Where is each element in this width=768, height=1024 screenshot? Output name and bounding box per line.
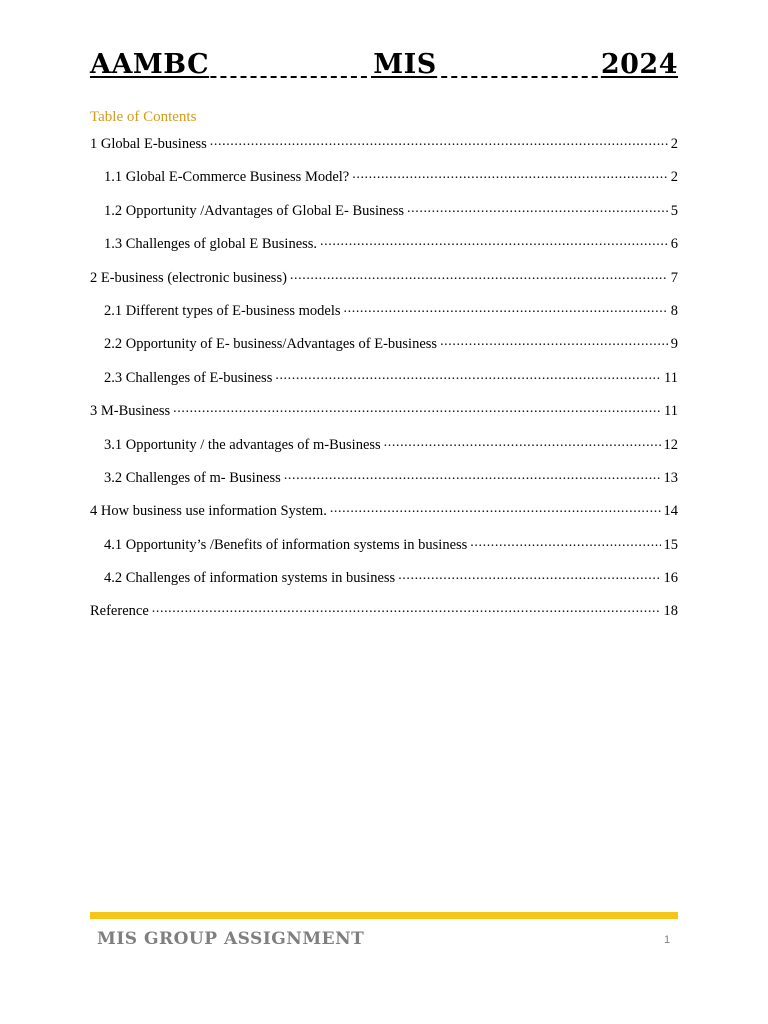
- toc-entry[interactable]: [90, 134, 678, 167]
- toc-entry[interactable]: [90, 201, 678, 234]
- toc-entry[interactable]: [90, 501, 678, 534]
- toc-entry-page: 12: [663, 436, 678, 453]
- header-left: AAMBC: [90, 49, 210, 80]
- toc-entry[interactable]: [90, 368, 678, 401]
- toc-leader-dots: [398, 568, 660, 582]
- toc-entry-page: 7: [670, 269, 678, 286]
- toc-entry-page: 11: [664, 403, 678, 420]
- toc-entry-label: 1.2 Opportunity /Advantages of Global E- Business: [104, 202, 405, 219]
- toc-entry-label: 2.2 Opportunity of E- business/Advantages of E-business: [104, 336, 438, 353]
- toc-title: Table of Contents: [90, 109, 197, 125]
- toc-leader-dots: [284, 468, 661, 482]
- toc-entry-label: 1.3 Challenges of global E Business.: [104, 236, 318, 253]
- footer-divider-bar: [90, 912, 678, 919]
- table-of-contents: [90, 134, 678, 635]
- toc-leader-dots: [320, 234, 668, 248]
- toc-entry-label: 1 Global E-business: [90, 136, 207, 152]
- toc-entry-page: 13: [663, 469, 678, 486]
- toc-leader-dots: [470, 535, 660, 549]
- toc-entry-page: 15: [663, 536, 678, 553]
- page-header: [90, 46, 678, 80]
- toc-entry-label: 4 How business use information System.: [90, 503, 327, 520]
- toc-leader-dots: [344, 301, 668, 315]
- toc-leader-dots: [275, 368, 661, 382]
- footer-title: MIS GROUP ASSIGNMENT: [97, 929, 365, 949]
- toc-entry-label: 1.1 Global E-Commerce Business Model?: [104, 169, 350, 186]
- header-center: MIS: [373, 49, 437, 80]
- toc-entry[interactable]: [90, 535, 678, 568]
- toc-leader-dots: [173, 401, 661, 415]
- toc-entry[interactable]: [90, 234, 678, 267]
- toc-leader-dots: [210, 134, 668, 148]
- toc-entry-label: 2.3 Challenges of E-business: [104, 369, 273, 386]
- toc-entry[interactable]: [90, 334, 678, 367]
- toc-entry-page: 6: [670, 236, 678, 253]
- toc-leader-dots: [440, 334, 668, 348]
- toc-entry[interactable]: [90, 435, 678, 468]
- toc-leader-dots: [152, 601, 661, 615]
- toc-entry-page: 5: [670, 202, 678, 219]
- toc-leader-dots: [352, 167, 668, 181]
- toc-entry[interactable]: [90, 401, 678, 434]
- toc-entry[interactable]: [90, 301, 678, 334]
- toc-leader-dots: [330, 501, 661, 515]
- header-divider: [90, 76, 678, 78]
- page-number: 1: [664, 934, 671, 946]
- toc-entry-label: 4.1 Opportunity’s /Benefits of information systems in business: [104, 536, 468, 553]
- toc-entry-page: 2: [670, 169, 678, 186]
- toc-entry-label: Reference: [90, 603, 149, 620]
- toc-entry[interactable]: [90, 601, 678, 634]
- toc-entry-page: 8: [670, 302, 678, 319]
- toc-entry-page: 14: [663, 503, 678, 520]
- header-right: 2024: [600, 49, 678, 80]
- toc-entry[interactable]: [90, 268, 678, 301]
- toc-entry-page: 16: [663, 570, 678, 587]
- toc-entry[interactable]: [90, 167, 678, 200]
- toc-leader-dots: [384, 435, 661, 449]
- toc-entry-page: 2: [670, 136, 678, 152]
- toc-leader-dots: [290, 268, 668, 282]
- toc-entry-label: 3.1 Opportunity / the advantages of m-Business: [104, 436, 381, 453]
- toc-leader-dots: [407, 201, 668, 215]
- toc-entry-page: 11: [664, 369, 678, 386]
- toc-entry-page: 18: [663, 603, 678, 620]
- toc-entry[interactable]: [90, 568, 678, 601]
- toc-entry-label: 3 M-Business: [90, 403, 171, 420]
- toc-entry-label: 2 E-business (electronic business): [90, 269, 287, 286]
- toc-entry-page: 9: [670, 336, 678, 353]
- toc-entry[interactable]: [90, 468, 678, 501]
- toc-entry-label: 3.2 Challenges of m- Business: [104, 469, 281, 486]
- toc-entry-label: 2.1 Different types of E-business models: [104, 302, 341, 319]
- toc-entry-label: 4.2 Challenges of information systems in business: [104, 570, 396, 587]
